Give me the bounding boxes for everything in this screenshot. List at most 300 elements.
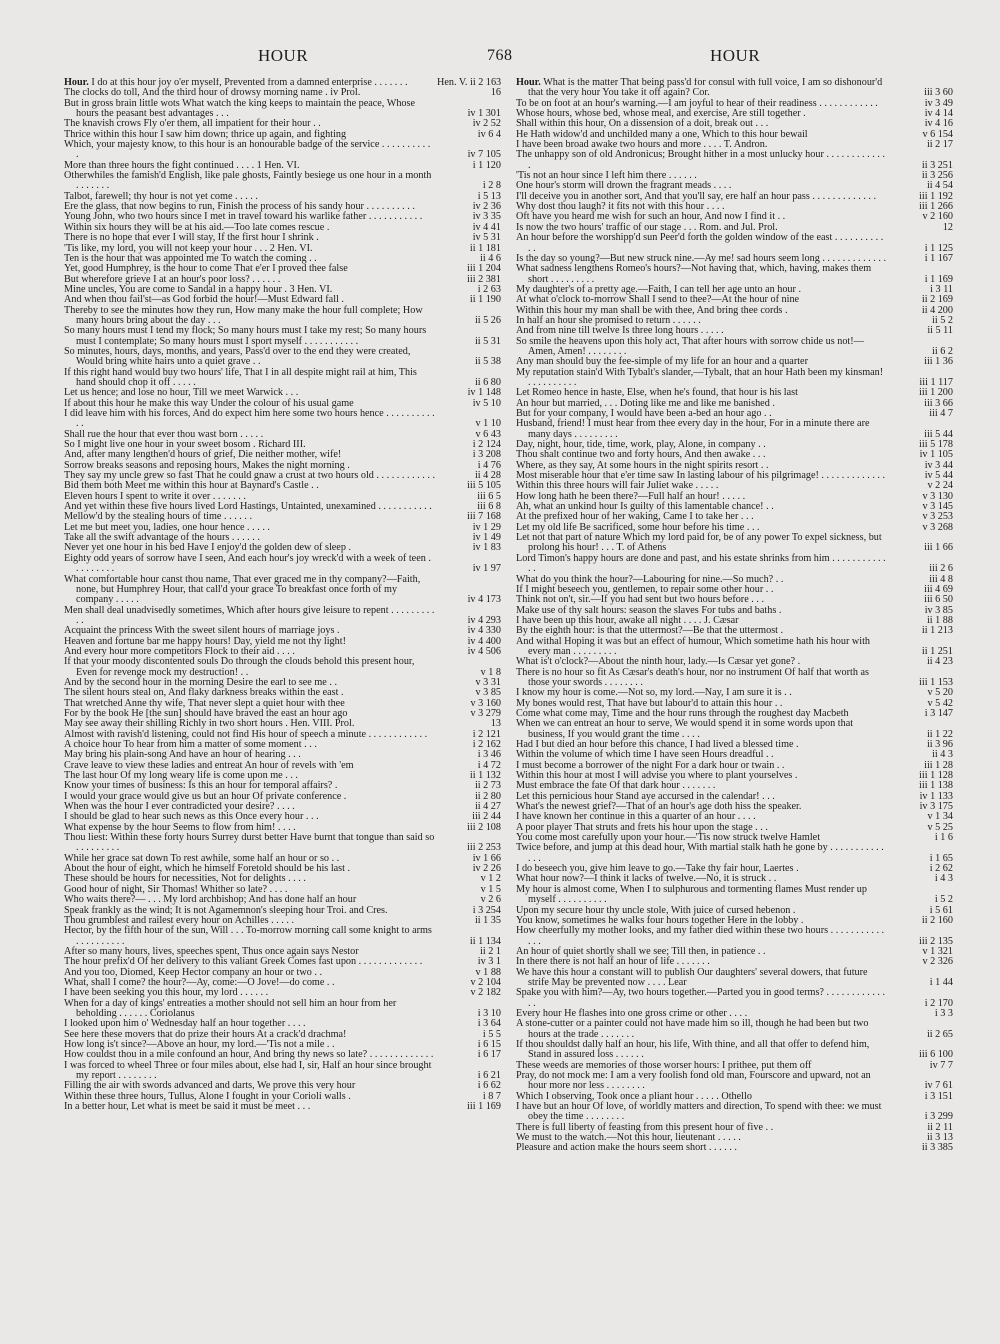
entry-text: Oft have you heard me wish for such an hour, And now I find it . . [516,211,786,223]
entry-text: My reputation stain'd With Tybalt's slander,—Tybalt, that an hour Hath been my kinsman! . . . . . . . . . . [516,366,884,388]
entry-reference: i 3 151 [924,1090,953,1102]
entry-reference: ii 1 35 [474,914,501,926]
entry-text: Within this hour my man shall be with thee, And bring thee cords . [516,304,788,316]
entry-reference: i 5 61 [929,904,953,916]
entry-text: In half an hour she promised to return . . . . . . [516,314,701,326]
entry-text: I looked upon him o' Wednesday half an hour together . . . . [64,1018,306,1030]
entry-reference: v 5 20 [927,687,953,699]
entry-reference: iv 3 49 [924,97,953,109]
entry-reference: iv 1 83 [472,542,501,554]
entry-text: See here these movers that do prize their hours At a crack'd drachma! [64,1028,347,1040]
entry-reference: Hen. V. ii 2 163 [437,78,501,88]
entry-reference: iv 4 330 [467,625,501,637]
entry-text: Day, night, hour, tide, time, work, play, Alone, in company . . [516,439,766,451]
entry-reference: v 3 31 [475,676,501,688]
entry-text: Twice before, and jump at this dead hour, With martial stalk hath he gone by . . . . . . . . . . . . . . [516,842,884,864]
entry-text: Sorrow breaks seasons and reposing hours, Makes the night morning . [64,459,350,471]
entry-reference: ii 4 3 [932,749,953,761]
entry-reference: i 2 121 [472,728,501,740]
concordance-entry [516,668,953,689]
left-column [64,78,501,1318]
entry-text: An hour of quiet shortly shall we see; Till then, in patience . . [516,945,766,957]
entry-reference: ii 1 213 [921,625,953,637]
entry-reference: 13 [490,718,501,730]
entry-text: The knavish crows Fly o'er them, all impatient for their hour . . [64,118,321,130]
entry-reference: v 3 160 [470,697,501,709]
entry-text: Bid them both Meet me within this hour at Baynard's Castle . . [64,480,319,492]
entry-reference: i 5 5 [482,1028,501,1040]
entry-reference: ii 6 2 [932,345,953,357]
entry-reference: iii 2 108 [467,821,501,833]
entry-reference: v 5 25 [927,821,953,833]
entry-reference: i 1 44 [929,976,953,988]
entry-reference: v 3 253 [922,511,953,523]
entry-text: There is no hope that ever I will stay, If the first hour I shrink . [64,232,319,244]
entry-reference: v 3 279 [470,707,501,719]
entry-reference: ii 1 22 [926,728,953,740]
entry-reference: iv 3 175 [919,801,953,813]
entry-reference: v 6 154 [922,128,953,140]
entry-reference: v 1 5 [480,883,501,895]
entry-text: I know my hour is come.—Not so, my lord.—Nay, I am sure it is . . [516,687,792,699]
entry-reference: i 5 2 [934,894,953,906]
entry-text: In there there is not half an hour of life . . . . . . . [516,956,710,968]
entry-reference: i 1 169 [924,273,953,285]
concordance-entry [516,78,953,99]
headword: Hour. [516,78,541,88]
entry-reference: iii 1 204 [467,263,501,275]
entry-reference: i 3 254 [472,904,501,916]
entry-text: Where, as they say, At some hours in the night spirits resort . . [516,459,769,471]
concordance-entry [64,606,501,627]
entry-reference: i 3 46 [477,749,501,761]
entry-text: A choice hour To hear from him a matter of some moment . . . [64,739,317,750]
entry-reference: iii 3 66 [924,397,953,409]
entry-text: I have been seeking you this hour, my lord . . . . . . [64,987,269,999]
entry-text: Talbot, farewell; thy hour is not yet come . . . . . [64,190,258,202]
entry-text: Which, your majesty know, to this hour is an honourable badge of the service . . . . . . . . . . . [64,139,431,161]
entry-text: Had I but died an hour before this chance, I had lived a blessed time . [516,739,799,750]
entry-text: But in gross brain little wots What watch the king keeps to maintain the peace, Whose hours the peasant best advantages . . . [64,97,416,120]
concordance-entry [64,326,501,347]
concordance-entry [516,843,953,864]
entry-reference: iv 2 26 [472,863,501,875]
entry-reference: ii 5 38 [474,356,501,368]
entry-reference: ii 6 80 [474,376,501,388]
entry-text: And, after many lengthen'd hours of grief, Die neither mother, wife! [64,449,342,461]
entry-text: About the hour of eight, which he himself Foretold should be his last . [64,863,351,875]
entry-reference: i 3 64 [477,1018,501,1030]
entry-text: Shall within this hour, On a dissension of a doit, break out . . . [516,118,769,130]
entry-reference: i 6 62 [477,1080,501,1092]
entry-reference: iii 1 28 [924,759,953,771]
entry-text: If this right hand would buy two hours' life, That I in all despite might rail at him, This hand should chop it off . . . . . [64,366,417,388]
entry-text: Think not on't, sir.—If you had sent but two hours before . . . [516,594,765,606]
entry-reference: v 2 6 [480,894,501,906]
entry-reference: ii 1 134 [469,935,501,947]
entry-text: Almost with ravish'd listening, could not find His hour of speech a minute . . . . . . . . . . . . [64,728,428,740]
entry-text: A poor player That struts and frets his hour upon the stage . . . [516,821,768,833]
entry-text: To be on foot at an hour's warning.—I am joyful to hear of their readiness . . . . . . . . . . . . [516,97,878,109]
concordance-entry [516,1071,953,1092]
entry-reference: ii 4 6 [480,252,501,264]
entry-reference: v 2 326 [922,956,953,968]
entry-reference: iv 7 7 [929,1059,953,1071]
entry-text: Why dost thou laugh? it fits not with this hour . . . . [516,201,725,213]
entry-text: How long is't since?—Above an hour, my lord.—'Tis not a mile . . [64,1038,335,1050]
entry-text: And every hour more competitors Flock to their aid . . . . [64,645,295,657]
entry-text: Spake you with him?—Ay, two hours together.—Parted you in good terms? . . . . . . . . . . . . . . [516,987,886,1009]
entry-reference: ii 5 2 [932,314,953,326]
entry-reference: i 5 13 [477,190,501,202]
concordance-entry [64,368,501,389]
entry-reference: ii 4 28 [474,470,501,482]
entry-text: You come most carefully upon your hour.—'Tis now struck twelve Hamlet [516,832,821,844]
entry-reference: iv 1 133 [919,790,953,802]
entry-reference: v 1 34 [927,811,953,823]
entry-text: Hour. What is the matter That being pass'd for consul with full voice, I am so dishonour'd that the very hour You take it off again? Cor. [516,78,883,99]
entry-text: Lord Timon's happy hours are done and past, and his estate shrinks from him . . . . . . . . . . . . . [516,552,886,575]
concordance-entry [64,306,501,327]
entry-text: Any man should buy the fee-simple of my life for an hour and a quarter [516,356,808,368]
entry-reference: ii 3 256 [921,170,953,182]
entry-text: Mellow'd by the stealing hours of time . . . . . . [64,511,253,523]
entry-reference: ii 2 65 [926,1028,953,1040]
entry-reference: v 1 10 [475,418,501,430]
entry-text: And you too, Diomed, Keep Hector company an hour or two . . [64,966,323,978]
entry-reference: i 3 10 [477,1007,501,1019]
entry-reference: iii 4 69 [924,583,953,595]
entry-reference: iii 5 105 [467,480,501,492]
entry-text: Pleasure and action make the hours seem short . . . . . . [516,1142,737,1154]
entry-text: The unhappy son of old Andronicus; Brought hither in a most unlucky hour . . . . . . . . . . . . . [516,149,885,171]
entry-text: You know, sometimes he walks four hours together Here in the lobby . [516,914,804,926]
entry-text: Shall rue the hour that ever thou wast born . . . . . [64,428,264,440]
entry-text: We have this hour a constant will to publish Our daughters' several dowers, that future strife May be prevented now . . . . Lear [516,966,868,988]
entry-reference: iii 1 192 [919,190,953,202]
entry-reference: ii 4 200 [921,304,953,316]
entry-reference: ii 1 181 [469,242,501,254]
page-number: 768 [487,47,513,64]
entry-text: Heaven and fortune bar me happy hours! Day, yield me not thy light! [64,635,346,647]
entry-text: If I might beseech you, gentlemen, to repair some other hour . . [516,583,774,595]
concordance-entry [516,885,953,906]
entry-text: While her grace sat down To rest awhile, some half an hour or so . . [64,852,340,864]
entry-text: I have but an hour Of love, of worldly matters and direction, To spend with thee: we must obey the time . . . . . . . . [516,1101,882,1123]
entry-text: After so many hours, lives, speeches spent, Thus once again says Nestor [64,945,359,957]
entry-reference: iii 2 44 [472,811,501,823]
entry-text: I did leave him with his forces, And do expect him here some two hours hence . . . . . . . . . . . . [64,408,435,430]
concordance-entry [64,1061,501,1082]
entry-reference: v 5 42 [927,697,953,709]
entry-text: An hour but married, . . . Doting like me and like me banished . [516,397,775,409]
entry-reference: iii 4 8 [929,573,953,585]
entry-text: Eighty odd years of sorrow have I seen, And each hour's joy wreck'd with a week of teen . . . . . . . . . [64,552,431,575]
entry-text: Most miserable hour that e'er time saw In lasting labour of his pilgrimage! . . . . . . . . . . . . . [516,470,886,482]
entry-text: Within the volume of which time I have seen Hours dreadful . . [516,749,774,761]
entry-reference: v 1 2 [480,873,501,885]
entry-reference: iv 5 10 [472,397,501,409]
entry-reference: iii 7 168 [467,511,501,523]
concordance-entry [64,833,501,854]
entry-reference: iv 7 105 [467,149,501,161]
concordance-entry [64,171,501,192]
entry-reference: iii 2 6 [929,563,953,575]
concordance-entry [516,637,953,658]
entry-text: Thrice within this hour I saw him down; thrice up again, and fighting [64,128,347,140]
entry-text: So smile the heavens upon this holy act, That after hours with sorrow chide us not!—Amen, Amen! . . . . . . . . [516,335,864,357]
entry-reference: i 3 208 [472,449,501,461]
entry-reference: ii 1 88 [926,614,953,626]
entry-text: 'Tis like, my lord, you will not keep your hour . . . 2 Hen. VI. [64,242,313,254]
entry-reference: ii 2 73 [474,780,501,792]
entry-reference: iii 5 178 [919,439,953,451]
entry-reference: ii 5 11 [927,325,953,337]
entry-reference: i 2 162 [472,739,501,750]
entry-text: Let us hence; and lose no hour, Till we meet Warwick . . . [64,387,299,399]
entry-text: Take all the swift advantage of the hours . . . . . . [64,532,260,544]
entry-text: And when thou fail'st—as God forbid the hour!—Must Edward fall . [64,294,344,306]
entry-text: Thereby to see the minutes how they run, How many make the hour full complete; How many hours bring about the day . . . [64,304,423,326]
entry-text: What's the newest grief?—That of an hour's age doth hiss the speaker. [516,801,802,813]
entry-text: That wretched Anne thy wife, That never slept a quiet hour with thee [64,697,345,709]
entry-reference: iv 6 4 [477,128,501,140]
entry-reference: ii 2 80 [474,790,501,802]
entry-text: Within six hours they will be at his aid.—Too late comes rescue . [64,221,330,233]
entry-reference: iii 1 36 [924,356,953,368]
entry-text: Hector, by the fifth hour of the sun, Will . . . To-morrow morning call some knight to arms . . . . . . . . . . [64,925,432,947]
entry-text: Who waits there?— . . . My lord archbishop; And has done half an hour [64,894,357,906]
entry-reference: iv 7 61 [924,1080,953,1092]
entry-text: What hour now?—I think it lacks of twelve.—No, it is struck . . [516,873,777,885]
entry-reference: v 1 88 [475,966,501,978]
entry-reference: ii 5 31 [474,335,501,347]
entry-reference: iii 1 128 [919,770,953,782]
entry-text: And yet within these five hours lived Lord Hastings, Untainted, unexamined . . . . . . . . . . . [64,501,432,513]
entry-reference: iv 3 35 [472,211,501,223]
entry-reference: ii 2 1 [480,945,501,957]
concordance-entry [64,99,501,120]
entry-reference: i 2 62 [929,863,953,875]
concordance-entry [516,988,953,1009]
entry-reference: 12 [942,221,953,233]
entry-reference: iv 2 36 [472,201,501,213]
entry-text: Let Romeo hence in haste, Else, when he's found, that hour is his last [516,387,798,399]
entry-reference: i 3 3 [934,1007,953,1019]
entry-text: There is full liberty of feasting from this present hour of five . . [516,1121,774,1133]
entry-text: And by the second hour in the morning Desire the earl to see me . . [64,676,338,688]
entry-text: Otherwhiles the famish'd English, like pale ghosts, Faintly besiege us one hour in a month . . . . . . . [64,170,432,192]
entry-text: Acquaint the princess With the sweet silent hours of marriage joys . [64,625,340,637]
entry-text: If that your moody discontented souls Do through the clouds behold this present hour, Even for revenge mock my destruction! . . [64,656,415,678]
entry-reference: i 6 15 [477,1038,501,1050]
entry-text: More than three hours the fight continued . . . . 1 Hen. VI. [64,159,300,171]
entry-reference: iv 4 400 [467,635,501,647]
entry-reference: iv 1 49 [472,532,501,544]
entry-reference: v 2 24 [927,480,953,492]
entry-reference: i 4 72 [477,759,501,771]
entry-text: Men shall deal unadvisedly sometimes, Which after hours give leisure to repent . . . . . . . . . . . [64,604,435,626]
entry-reference: ii 2 160 [921,914,953,926]
entry-reference: i 2 63 [477,283,501,295]
entry-text: The clocks do toll, And the third hour of drowsy morning name . iv Prol. [64,87,361,99]
entry-reference: i 3 11 [930,283,953,295]
entry-text: Is the day so young?—But new struck nine.—Ay me! sad hours seem long . . . . . . . . . . . . . [516,252,887,264]
concordance-entry [516,926,953,947]
entry-text: Thou liest: Within these forty hours Surrey durst better Have burnt that tongue than said so . . . . . . . . . [64,832,435,854]
entry-text: My bones would rest, That have but labour'd to attain this hour . . [516,697,783,709]
page-header [0,40,1000,70]
entry-reference: iv 3 85 [924,604,953,616]
entry-reference: ii 4 23 [926,656,953,668]
entry-reference: iv 1 105 [919,449,953,461]
entry-text: Let this pernicious hour Stand aye accursed in the calendar! . . . [516,790,775,802]
entry-reference: i 4 76 [477,459,501,471]
entry-text: There is no hour so fit As Cæsar's death's hour, nor no instrument Of half that worth as those your swords . . . . . . . . [516,666,869,688]
entry-text: Know your times of business: Is this an hour for temporal affairs? . [64,780,338,792]
entry-text: May bring his plain-song And have an hour of hearing . . . [64,749,301,761]
entry-reference: i 1 120 [472,159,501,171]
entry-reference: i 1 65 [929,852,953,864]
entry-text: My daughter's of a pretty age.—Faith, I can tell her age unto an hour . [516,283,802,295]
entry-reference: v 3 130 [922,490,953,502]
entry-text: So I might live one hour in your sweet bosom . Richard III. [64,439,306,451]
entry-reference: v 1 321 [922,945,953,957]
entry-text: What expense by the hour Seems to flow from him! . . . . [64,821,296,833]
entry-reference: iii 1 117 [919,376,953,388]
entry-text: What is't o'clock?—About the ninth hour, lady.—Is Cæsar yet gone? . [516,656,801,668]
entry-reference: i 2 8 [482,180,501,192]
concordance-entry [64,140,501,161]
entry-text: Never yet one hour in his bed Have I enjoy'd the golden dew of sleep . [64,542,352,554]
concordance-entry [516,419,953,440]
entry-text: I'll deceive you in another sort, And that you'll say, ere half an hour pass . . . . . . . . . . . . . [516,190,877,202]
concordance-entry [64,1102,501,1112]
entry-reference: iii 2 381 [467,273,501,285]
entry-text: Within this hour at most I will advise you where to plant yourselves . [516,770,798,782]
entry-reference: iv 1 97 [472,563,501,575]
entry-reference: iii 1 138 [919,780,953,792]
concordance-entry [64,999,501,1020]
entry-reference: i 6 17 [477,1049,501,1061]
entry-text: What comfortable hour canst thou name, That ever graced me in thy company?—Faith, none, but Humphrey Hour, that call'd your grace To breakfast once forth of my company . . . . . [64,573,421,606]
entry-reference: iv 1 66 [472,852,501,864]
entry-text: What, shall I come? the hour?—Ay, come:—O Jove!—do come . . [64,976,335,988]
entry-text: So many hours must I tend my flock; So many hours must I take my rest; So many hours must I contemplate; So many hours must I sport myself . . . . . . . . . . . [64,325,427,347]
concordance-entry [516,337,953,358]
entry-reference: iv 3 44 [924,459,953,471]
entry-text: Ten is the hour that was appointed me To watch the coming . . [64,252,317,264]
entry-reference: iii 1 200 [919,387,953,399]
entry-reference: ii 2 11 [927,1121,953,1133]
entry-reference: v 3 85 [475,687,501,699]
entry-text: Husband, friend! I must hear from thee every day in the hour, For in a minute there are many days . . . . . . . . . [516,418,870,440]
entry-reference: ii 4 27 [474,801,501,813]
entry-reference: 16 [490,87,501,99]
entry-reference: i 1 167 [924,252,953,264]
running-head-right: HOUR [710,46,761,65]
entry-text: So minutes, hours, days, months, and years, Pass'd over to the end they were created, Would bring white hairs unto a quiet grave . . [64,345,411,368]
entry-text: How couldst thou in a mile confound an hour, And bring thy news so late? . . . . . . . . . . . . . [64,1049,434,1061]
entry-text: Crave leave to view these ladies and entreat An hour of revels with 'em [64,759,354,771]
entry-reference: ii 3 385 [921,1142,953,1154]
entry-reference: ii 1 190 [469,294,501,306]
entry-reference: ii 3 13 [926,1132,953,1144]
entry-text: If about this hour he make this way Under the colour of his usual game [64,397,354,409]
entry-text: Ah, what an unkind hour Is guilty of this lamentable chance! . . [516,501,774,513]
entry-reference: ii 3 251 [921,159,953,171]
entry-reference: iii 2 135 [919,935,953,947]
entry-text: Young John, who two hours since I met in travel toward his warlike father . . . . . . . . . . . [64,211,423,223]
entry-text: Pray, do not mock me: I am a very foolish fond old man, Fourscore and upward, not an hour more nor less . . . . . . . . [516,1070,871,1092]
entry-reference: iv 4 14 [924,108,953,120]
concordance-entry [516,719,953,740]
entry-text: Within these three hours, Tullus, Alone I fought in your Corioli walls . [64,1090,351,1102]
entry-reference: v 3 145 [922,501,953,513]
concordance-entry [516,968,953,989]
right-column [516,78,953,1318]
concordance-entry [516,1019,953,1040]
entry-reference: iv 1 148 [467,387,501,399]
entry-reference: v 2 160 [922,211,953,223]
entry-text: They say my uncle grew so fast That he could gnaw a crust at two hours old . . . . . . . . . . . . [64,470,436,482]
entry-reference: iii 1 66 [924,542,953,554]
concordance-entry [64,575,501,606]
entry-text: I should be glad to hear such news as this Once every hour . . . [64,811,319,823]
entry-text: Eleven hours I spent to write it over . . . . . . . [64,490,246,502]
entry-text: Thou grumblest and railest every hour on Achilles . . . . . [64,914,295,926]
entry-reference: iv 4 16 [924,118,953,130]
entry-text: How cheerfully my mother looks, and my father died within these two hours . . . . . . . . . . . . . . [516,925,885,947]
entry-reference: iv 1 301 [467,108,501,120]
entry-text: Mine uncles, You are come to Sandal in a happy hour . 3 Hen. VI. [64,283,333,295]
entry-text: I was forced to wheel Three or four miles about, else had I, sir, Half an hour since brought my report . . . . . . . . [64,1059,432,1081]
entry-text: One hour's storm will drown the fragrant meads . . . . [516,180,732,192]
entry-text: Yet, good Humphrey, is the hour to come That e'er I proved thee false [64,263,348,275]
concordance-entry [516,233,953,254]
entry-text: When was the hour I ever contradicted your desire? . . . . [64,801,295,813]
entry-text: Hour. I do at this hour joy o'er myself, Prevented from a damned enterprise . . . . . . . [64,78,408,88]
entry-reference: i 3 299 [924,1111,953,1123]
entry-reference: i 2 124 [472,439,501,451]
entry-reference: iv 5 44 [924,470,953,482]
concordance-entry [516,264,953,285]
entry-text: By the eighth hour: is that the uttermost?—Be that the uttermost . [516,625,784,637]
entry-text: The hour prefix'd Of her delivery to this valiant Greek Comes fast upon . . . . . . . . . . . . . [64,956,423,968]
concordance-entry [516,554,953,575]
entry-reference: i 6 21 [477,1070,501,1081]
entry-reference: iii 6 5 [477,490,501,502]
entry-text: Speak frankly as the wind; It is not Agamemnon's sleeping hour Troi. and Cres. [64,904,388,916]
entry-text: I have been up this hour, awake all night . . . . J. Cæsar [516,614,739,626]
entry-reference: iv 2 52 [472,118,501,130]
entry-text: I have been broad awake two hours and more . . . . T. Andron. [516,139,768,151]
entry-text: In a better hour, Let what is meet be said it must be meet . . . [64,1101,311,1113]
entry-reference: i 1 6 [934,832,953,844]
entry-reference: i 4 3 [934,873,953,885]
entry-reference: ii 3 96 [926,739,953,750]
entry-text: Within this three hours will fair Juliet wake . . . . . [516,480,719,492]
entry-text: What sadness lengthens Romeo's hours?—Not having that, which, having, makes them short . . . . . . . . . [516,263,872,285]
entry-reference: v 1 8 [480,666,501,678]
running-head-left: HOUR [258,46,309,65]
entry-text: What do you think the hour?—Labouring for nine.—So much? . . [516,573,784,585]
entry-text: Every hour He flashes into one gross crime or other . . . . [516,1007,748,1019]
entry-reference: v 2 182 [470,987,501,999]
entry-reference: iv 1 29 [472,521,501,533]
entry-text: And from nine till twelve Is three long hours . . . . . [516,325,724,337]
concordance-entry [516,150,953,171]
